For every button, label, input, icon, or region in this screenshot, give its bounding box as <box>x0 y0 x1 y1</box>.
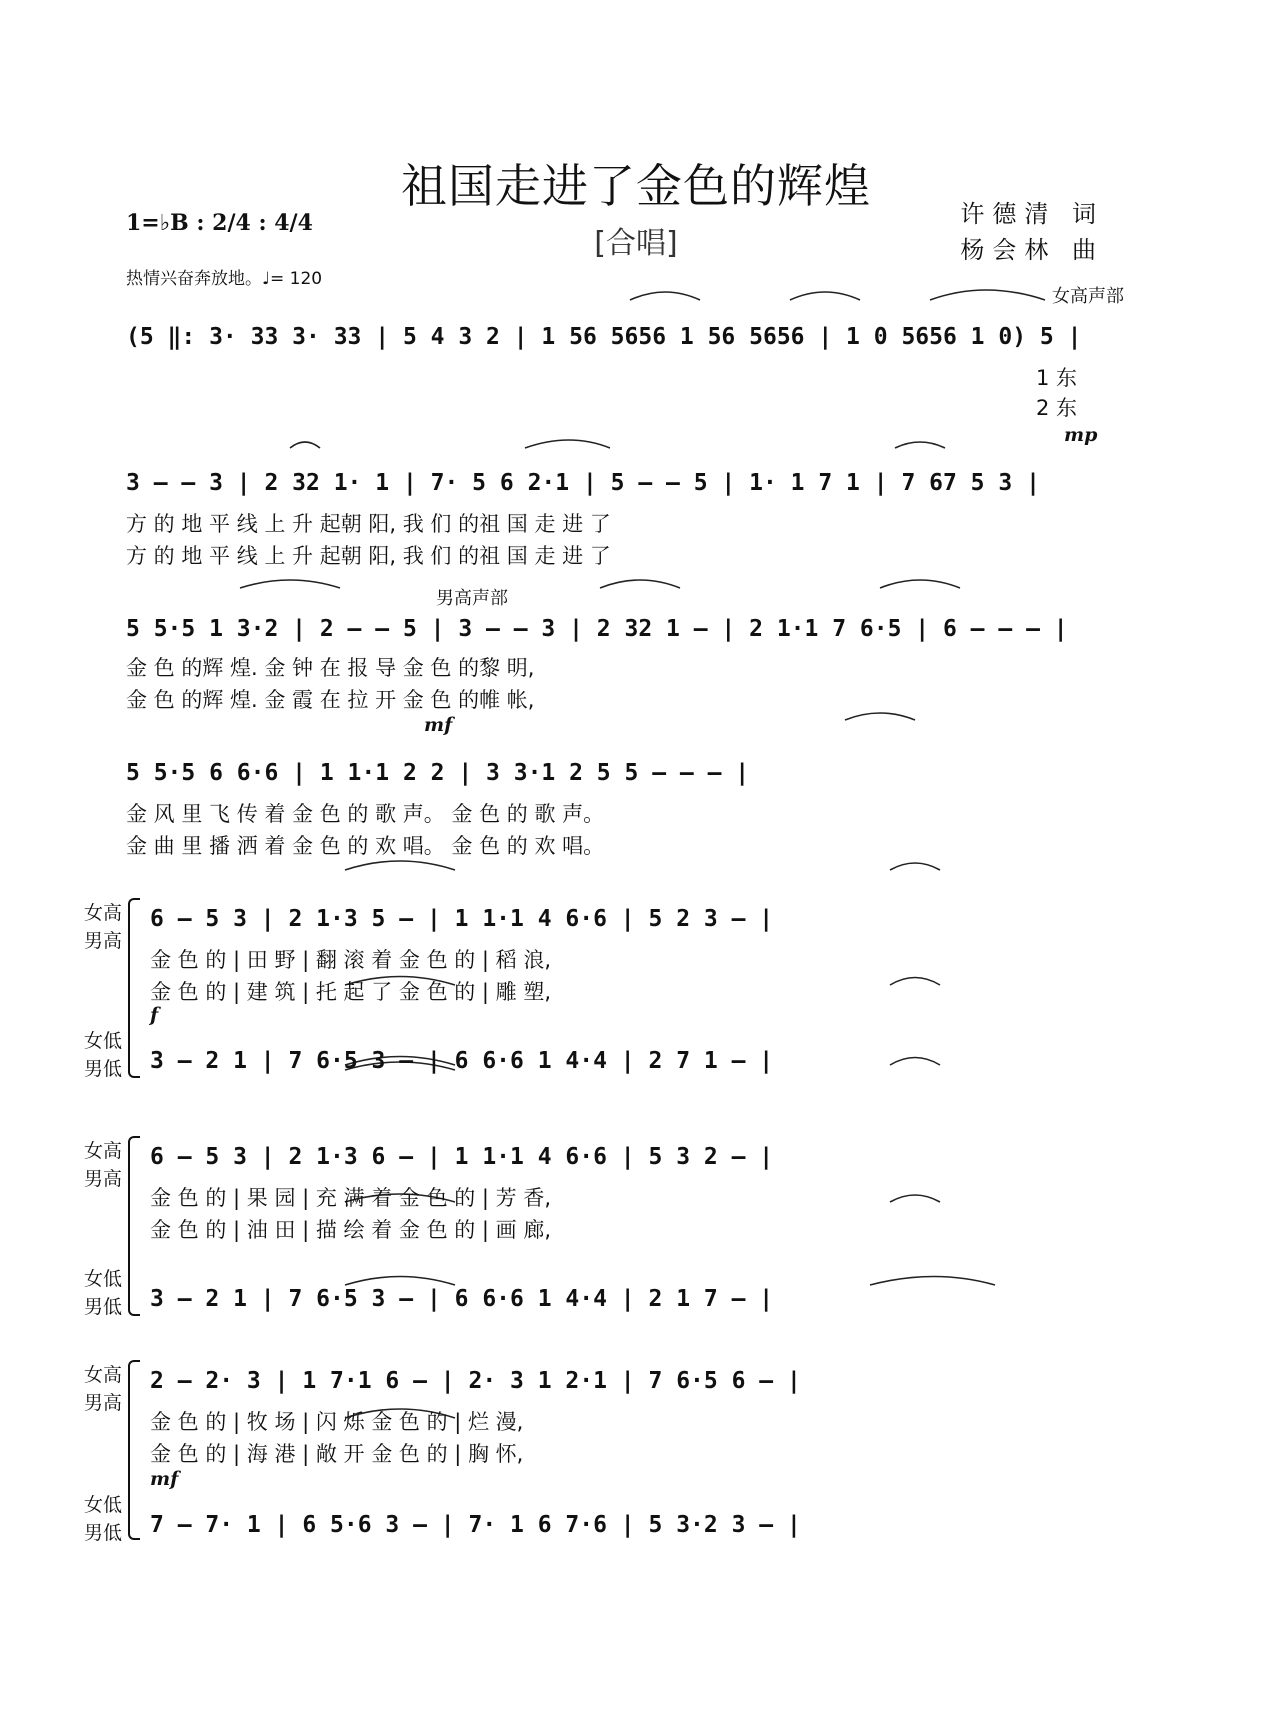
lyric-line: 金 曲 里 播 洒 着 金 色 的 欢 唱。 金 色 的 欢 唱。 <box>126 834 605 858</box>
voice-label: 男低 <box>84 1296 123 1318</box>
notation-line: 5 5·5 1 3·2 | 2 – – 5 | 3 – – 3 | 2 32 1 – | 2 1·1 7 6·5 | 6 – – – | <box>126 616 1068 642</box>
part-label-tenor: 男高声部 <box>436 588 508 609</box>
system-brace <box>128 898 140 1078</box>
voice-label: 男高 <box>84 1392 123 1414</box>
system-brace <box>128 1360 140 1540</box>
song-title: 祖国走进了金色的辉煌 <box>401 159 871 213</box>
part-label-soprano: 女高声部 <box>1052 286 1124 307</box>
notation-upper: 6 – 5 3 | 2 1·3 5 – | 1 1·1 4 6·6 | 5 2 3 – | <box>150 906 774 932</box>
voice-label: 男低 <box>84 1058 123 1080</box>
voice-label: 女低 <box>84 1030 123 1052</box>
notation-upper: 2 – 2· 3 | 1 7·1 6 – | 2· 3 1 2·1 | 7 6·5 6 – | <box>150 1368 801 1394</box>
voice-label: 男低 <box>84 1522 123 1544</box>
tempo-marking: 热情兴奋奔放地。♩= 120 <box>126 269 323 289</box>
verse-label: 2 东 <box>1036 396 1078 420</box>
lyric-line: 金 色 的辉 煌. 金 霞 在 拉 开 金 色 的帷 帐, <box>126 688 535 712</box>
voice-label: 女高 <box>84 902 123 924</box>
lyric-line: 金 色 的 | 海 港 | 敞 开 金 色 的 | 胸 怀, <box>150 1442 524 1466</box>
lyric-line: 金 色 的 | 果 园 | 充 满 着 金 色 的 | 芳 香, <box>150 1186 552 1210</box>
dynamic-marking: mf <box>150 1468 179 1490</box>
voice-label: 男高 <box>84 1168 123 1190</box>
voice-label: 女高 <box>84 1364 123 1386</box>
notation-line: 5 5·5 6 6·6 | 1 1·1 2 2 | 3 3·1 2 5 5 – – – | <box>126 760 750 786</box>
notation-lower: 7 – 7· 1 | 6 5·6 3 – | 7· 1 6 7·6 | 5 3·2 3 – | <box>150 1512 801 1538</box>
notation-line: (5 ‖: 3· 33 3· 33 | 5 4 3 2 | 1 56 5656 1 56 5656 | 1 0 5656 1 0) 5 | <box>126 324 1082 350</box>
notation-upper: 6 – 5 3 | 2 1·3 6 – | 1 1·1 4 6·6 | 5 3 2 – | <box>150 1144 774 1170</box>
lyric-line: 金 色 的辉 煌. 金 钟 在 报 导 金 色 的黎 明, <box>126 656 535 680</box>
voice-label: 男高 <box>84 930 123 952</box>
lyric-line: 方 的 地 平 线 上 升 起朝 阳, 我 们 的祖 国 走 进 了 <box>126 512 611 536</box>
system-brace <box>128 1136 140 1316</box>
song-subtitle: [合唱] <box>594 226 678 261</box>
voice-label: 女低 <box>84 1494 123 1516</box>
dynamic-marking: f <box>150 1004 159 1026</box>
lyric-line: 金 色 的 | 田 野 | 翻 滚 着 金 色 的 | 稻 浪, <box>150 948 552 972</box>
key-signature: 1=♭B : 2/4 : 4/4 <box>126 210 313 236</box>
lyric-line: 金 风 里 飞 传 着 金 色 的 歌 声。 金 色 的 歌 声。 <box>126 802 605 826</box>
notation-lower: 3 – 2 1 | 7 6·5 3 – | 6 6·6 1 4·4 | 2 7 1 – | <box>150 1048 774 1074</box>
notation-lower: 3 – 2 1 | 7 6·5 3 – | 6 6·6 1 4·4 | 2 1 7 – | <box>150 1286 774 1312</box>
lyricist-credit: 许德清 词 <box>960 200 1104 228</box>
lyric-line: 方 的 地 平 线 上 升 起朝 阳, 我 们 的祖 国 走 进 了 <box>126 544 611 568</box>
dynamic-marking: mp <box>1064 424 1098 446</box>
dynamic-marking: mf <box>424 714 453 736</box>
lyric-line: 金 色 的 | 建 筑 | 托 起 了 金 色 的 | 雕 塑, <box>150 980 552 1004</box>
voice-label: 女低 <box>84 1268 123 1290</box>
lyric-line: 金 色 的 | 油 田 | 描 绘 着 金 色 的 | 画 廊, <box>150 1218 552 1242</box>
lyric-line: 金 色 的 | 牧 场 | 闪 烁 金 色 的 | 烂 漫, <box>150 1410 524 1434</box>
composer-credit: 杨会林 曲 <box>960 236 1104 264</box>
verse-label: 1 东 <box>1036 366 1078 390</box>
voice-label: 女高 <box>84 1140 123 1162</box>
notation-line: 3 – – 3 | 2 32 1· 1 | 7· 5 6 2·1 | 5 – – 5 | 1· 1 7 1 | 7 67 5 3 | <box>126 470 1040 496</box>
